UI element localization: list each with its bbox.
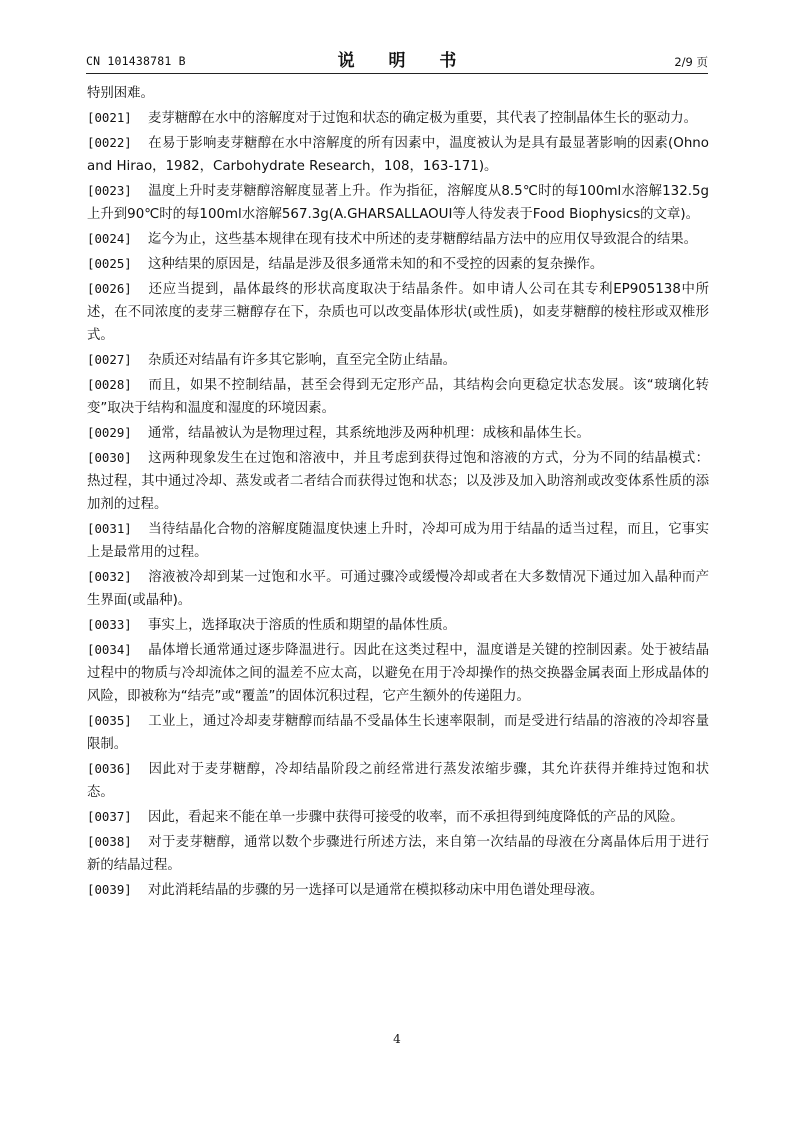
paragraph-number: [0021]	[87, 110, 132, 125]
paragraph	[87, 830, 709, 877]
header-rule	[86, 73, 708, 74]
paragraph-number: [0038]	[87, 834, 132, 849]
paragraph-text: 溶液被冷却到某一过饱和水平。可通过骤冷或缓慢冷却或者在大多数情况下通过加入晶种而产生界面(或晶种)。	[87, 570, 709, 608]
paragraph	[87, 227, 709, 251]
paragraph	[87, 709, 709, 756]
paragraph-number: [0028]	[87, 377, 132, 392]
paragraph-text: 麦芽糖醇在水中的溶解度对于过饱和状态的确定极为重要，其代表了控制晶体生长的驱动力。	[148, 111, 698, 126]
paragraph-text: 工业上，通过冷却麦芽糖醇而结晶不受晶体生长速率限制，而是受进行结晶的溶液的冷却容量限制。	[87, 714, 709, 752]
paragraph-number: [0029]	[87, 425, 132, 440]
paragraph-text: 温度上升时麦芽糖醇溶解度显著上升。作为指征，溶解度从8.5℃时的每100ml水溶解132.5g上升到90℃时的每100ml水溶解567.3g(A.GHARSALLAOUI等人待发表于Food Biophysics的文章)。	[87, 184, 709, 222]
paragraph-number: [0037]	[87, 809, 132, 824]
paragraph-text: 对于麦芽糖醇，通常以数个步骤进行所述方法，来自第一次结晶的母液在分离晶体后用于进行新的结晶过程。	[87, 835, 709, 873]
paragraph-number: [0022]	[87, 135, 132, 150]
page-indicator: 2/9 页	[674, 55, 708, 69]
paragraph-number: [0023]	[87, 183, 132, 198]
paragraph-text: 杂质还对结晶有许多其它影响，直至完全防止结晶。	[148, 353, 456, 368]
paragraph	[87, 373, 709, 420]
paragraph-number: [0030]	[87, 450, 132, 465]
paragraph	[87, 638, 709, 708]
document-title: 说 明 书	[337, 51, 471, 71]
paragraph	[87, 613, 709, 637]
paragraph	[87, 878, 709, 902]
paragraph-text: 通常，结晶被认为是物理过程，其系统地涉及两种机理：成核和晶体生长。	[148, 426, 590, 441]
paragraph	[87, 757, 709, 804]
page-number: 4	[393, 1032, 401, 1046]
page-header	[86, 46, 708, 72]
paragraph	[87, 277, 709, 347]
paragraph	[87, 446, 709, 516]
paragraph-number: [0035]	[87, 713, 132, 728]
paragraph-text: 当待结晶化合物的溶解度随温度快速上升时，冷却可成为用于结晶的适当过程，而且，它事实上是最常用的过程。	[87, 522, 709, 560]
paragraph-number: [0032]	[87, 569, 132, 584]
paragraph-text: 晶体增长通常通过逐步降温进行。因此在这类过程中，温度谱是关键的控制因素。处于被结晶过程中的物质与冷却流体之间的温差不应太高，以避免在用于冷却操作的热交换器金属表面上形成晶体的风险，即被称为“结壳”或“覆盖”的固体沉积过程，它产生额外的传递阻力。	[87, 643, 709, 704]
paragraph-text: 还应当提到，晶体最终的形状高度取决于结晶条件。如申请人公司在其专利EP905138中所述，在不同浓度的麦芽三糖醇存在下，杂质也可以改变晶体形状(或性质)，如麦芽糖醇的棱柱形或双椎形式。	[87, 282, 709, 343]
paragraph	[87, 565, 709, 612]
paragraph	[87, 517, 709, 564]
paragraph-number: [0034]	[87, 642, 132, 657]
lead-in-text: 特别困难。	[87, 86, 154, 101]
paragraph-text: 而且，如果不控制结晶，甚至会得到无定形产品，其结构会向更稳定状态发展。该“玻璃化转变”取决于结构和温度和湿度的环境因素。	[87, 378, 709, 416]
patent-number: CN 101438781 B	[86, 54, 186, 68]
paragraph-text: 因此，看起来不能在单一步骤中获得可接受的收率，而不承担得到纯度降低的产品的风险。	[148, 810, 684, 825]
document-body	[87, 82, 709, 903]
paragraph-number: [0031]	[87, 521, 132, 536]
paragraph-text: 这种结果的原因是，结晶是涉及很多通常未知的和不受控的因素的复杂操作。	[148, 257, 604, 272]
paragraph-number: [0027]	[87, 352, 132, 367]
paragraph	[87, 179, 709, 226]
paragraph-number: [0039]	[87, 882, 132, 897]
paragraph	[87, 106, 709, 130]
paragraph-list	[87, 106, 709, 902]
paragraph-number: [0033]	[87, 617, 132, 632]
paragraph-number: [0025]	[87, 256, 132, 271]
paragraph-text: 对此消耗结晶的步骤的另一选择可以是通常在模拟移动床中用色谱处理母液。	[148, 883, 604, 898]
paragraph	[87, 805, 709, 829]
paragraph-text: 在易于影响麦芽糖醇在水中溶解度的所有因素中，温度被认为是具有最显著影响的因素(Ohno and Hirao，1982，Carbohydrate Research，108，163-171)。	[87, 136, 709, 174]
paragraph	[87, 421, 709, 445]
paragraph-text: 这两种现象发生在过饱和溶液中，并且考虑到获得过饱和溶液的方式，分为不同的结晶模式：热过程，其中通过冷却、蒸发或者二者结合而获得过饱和状态；以及涉及加入助溶剂或改变体系性质的添加剂的过程。	[87, 451, 709, 512]
paragraph	[87, 348, 709, 372]
paragraph-number: [0024]	[87, 231, 132, 246]
paragraph-number: [0026]	[87, 281, 132, 296]
paragraph-text: 因此对于麦芽糖醇，冷却结晶阶段之前经常进行蒸发浓缩步骤，其允许获得并维持过饱和状态。	[87, 762, 709, 800]
paragraph	[87, 252, 709, 276]
paragraph-number: [0036]	[87, 761, 132, 776]
paragraph	[87, 131, 709, 178]
paragraph-text: 迄今为止，这些基本规律在现有技术中所述的麦芽糖醇结晶方法中的应用仅导致混合的结果。	[148, 232, 698, 247]
paragraph-text: 事实上，选择取决于溶质的性质和期望的晶体性质。	[148, 618, 456, 633]
